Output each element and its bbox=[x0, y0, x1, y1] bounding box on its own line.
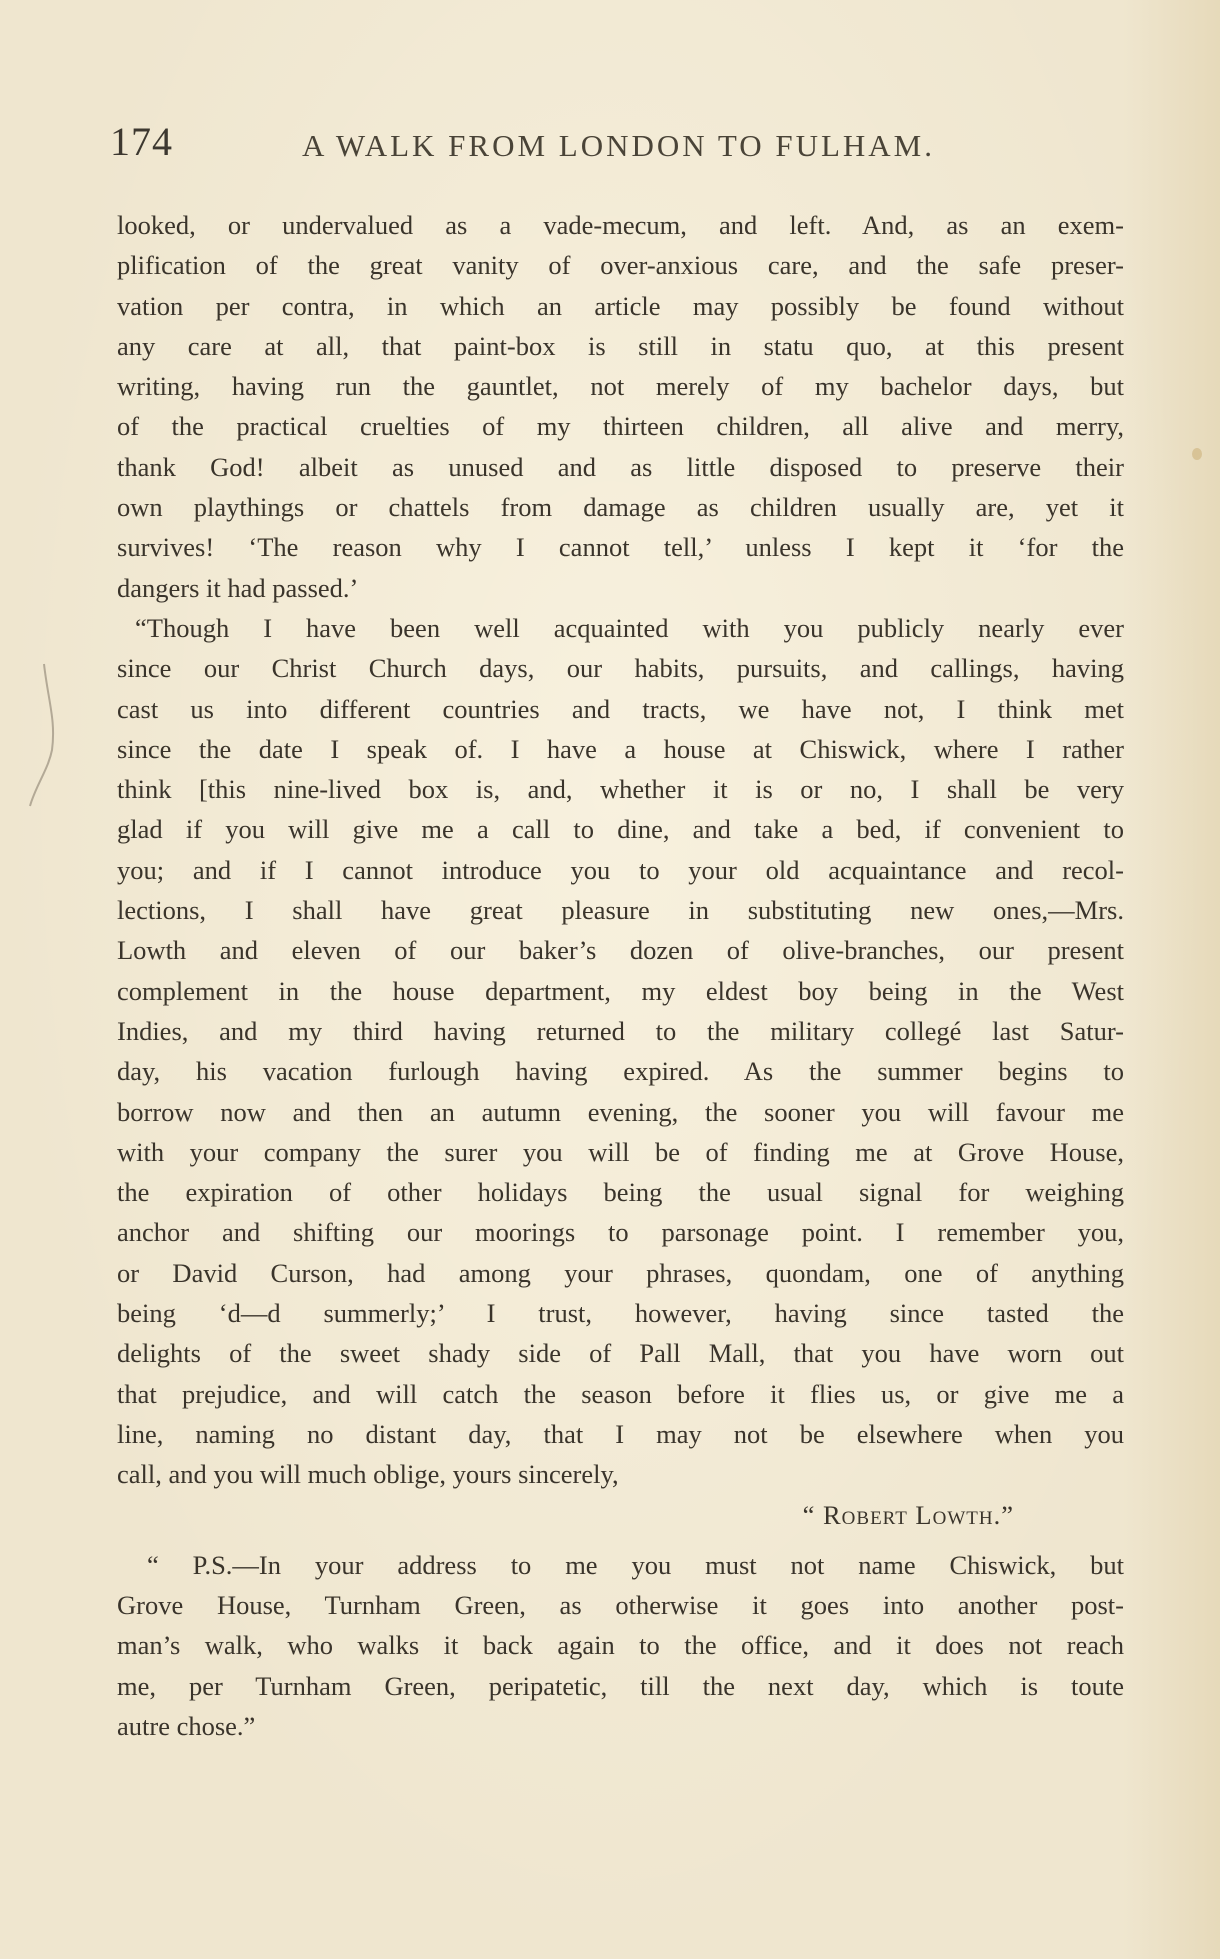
text-line: survives! ‘The reason why I cannot tell,’ unless I kept it ‘for the bbox=[117, 532, 1124, 563]
text-line: since the date I speak of. I have a house at Chiswick, where I rather bbox=[117, 733, 1124, 764]
page-number: 174 bbox=[110, 119, 173, 164]
text-line: you; and if I cannot introduce you to your old acquaintance and recol- bbox=[117, 854, 1124, 885]
text-line: since our Christ Church days, our habits, pursuits, and callings, having bbox=[117, 653, 1124, 684]
text-line: any care at all, that paint-box is still in statu quo, at this present bbox=[117, 330, 1124, 361]
text-line: dangers it had passed.’ bbox=[117, 572, 359, 603]
postscript bbox=[117, 1545, 1124, 1746]
text-line: lections, I shall have great pleasure in substituting new ones,—Mrs. bbox=[117, 895, 1124, 926]
text-line: Grove House, Turnham Green, as otherwise it goes into another post- bbox=[117, 1590, 1124, 1621]
text-line: plification of the great vanity of over-anxious care, and the safe preser- bbox=[117, 250, 1124, 281]
text-line: vation per contra, in which an article may possibly be found without bbox=[117, 290, 1124, 321]
text-line: or David Curson, had among your phrases, quondam, one of anything bbox=[117, 1257, 1124, 1288]
text-line: of the practical cruelties of my thirteen children, all alive and merry, bbox=[117, 411, 1124, 442]
text-line: call, and you will much oblige, yours sincerely, bbox=[117, 1459, 619, 1490]
body-text bbox=[117, 205, 1124, 1746]
text-line: me, per Turnham Green, peripatetic, till the next day, which is toute bbox=[117, 1670, 1124, 1701]
text-line: borrow now and then an autumn evening, the sooner you will favour me bbox=[117, 1096, 1124, 1127]
running-title: A WALK FROM LONDON TO FULHAM. bbox=[302, 128, 935, 163]
text-line: glad if you will give me a call to dine, and take a bed, if convenient to bbox=[117, 814, 1124, 845]
signature: “ Robert Lowth.” bbox=[802, 1499, 1014, 1530]
text-line: “ P.S.—In your address to me you must not name Chiswick, but bbox=[147, 1549, 1124, 1580]
text-line: cast us into different countries and tracts, we have not, I think met bbox=[117, 693, 1124, 724]
text-line: day, his vacation furlough having expired. As the summer begins to bbox=[117, 1056, 1124, 1087]
margin-pencil-mark bbox=[22, 660, 62, 810]
text-line: looked, or undervalued as a vade-mecum, and left. And, as an exem- bbox=[117, 210, 1124, 240]
text-line: think [this nine-lived box is, and, whether it is or no, I shall be very bbox=[117, 774, 1124, 805]
text-line: anchor and shifting our moorings to parsonage point. I remember you, bbox=[117, 1217, 1124, 1248]
text-line: man’s walk, who walks it back again to the office, and it does not reach bbox=[117, 1630, 1124, 1661]
text-line: that prejudice, and will catch the season before it flies us, or give me a bbox=[117, 1378, 1124, 1409]
text-line: line, naming no distant day, that I may not be elsewhere when you bbox=[117, 1418, 1124, 1449]
running-head bbox=[110, 118, 1120, 168]
text-line: Lowth and eleven of our baker’s dozen of olive-branches, our present bbox=[117, 935, 1124, 966]
text-line: own playthings or chattels from damage as children usually are, yet it bbox=[117, 492, 1124, 523]
text-line: thank God! albeit as unused and as little disposed to preserve their bbox=[117, 451, 1124, 482]
text-line: with your company the surer you will be of finding me at Grove House, bbox=[117, 1136, 1124, 1167]
text-line: autre chose.” bbox=[117, 1710, 256, 1741]
page-blemish bbox=[1192, 448, 1202, 460]
text-line: the expiration of other holidays being the usual signal for weighing bbox=[117, 1177, 1124, 1208]
text-line: being ‘d—d summerly;’ I trust, however, having since tasted the bbox=[117, 1298, 1124, 1329]
text-line: complement in the house department, my eldest boy being in the West bbox=[117, 975, 1124, 1006]
text-line: Indies, and my third having returned to the military collegé last Satur- bbox=[117, 1015, 1124, 1046]
text-line: “Though I have been well acquainted with you publicly nearly ever bbox=[135, 612, 1124, 643]
text-line: delights of the sweet shady side of Pall Mall, that you have worn out bbox=[117, 1338, 1124, 1369]
text-line: writing, having run the gauntlet, not merely of my bachelor days, but bbox=[117, 371, 1124, 402]
